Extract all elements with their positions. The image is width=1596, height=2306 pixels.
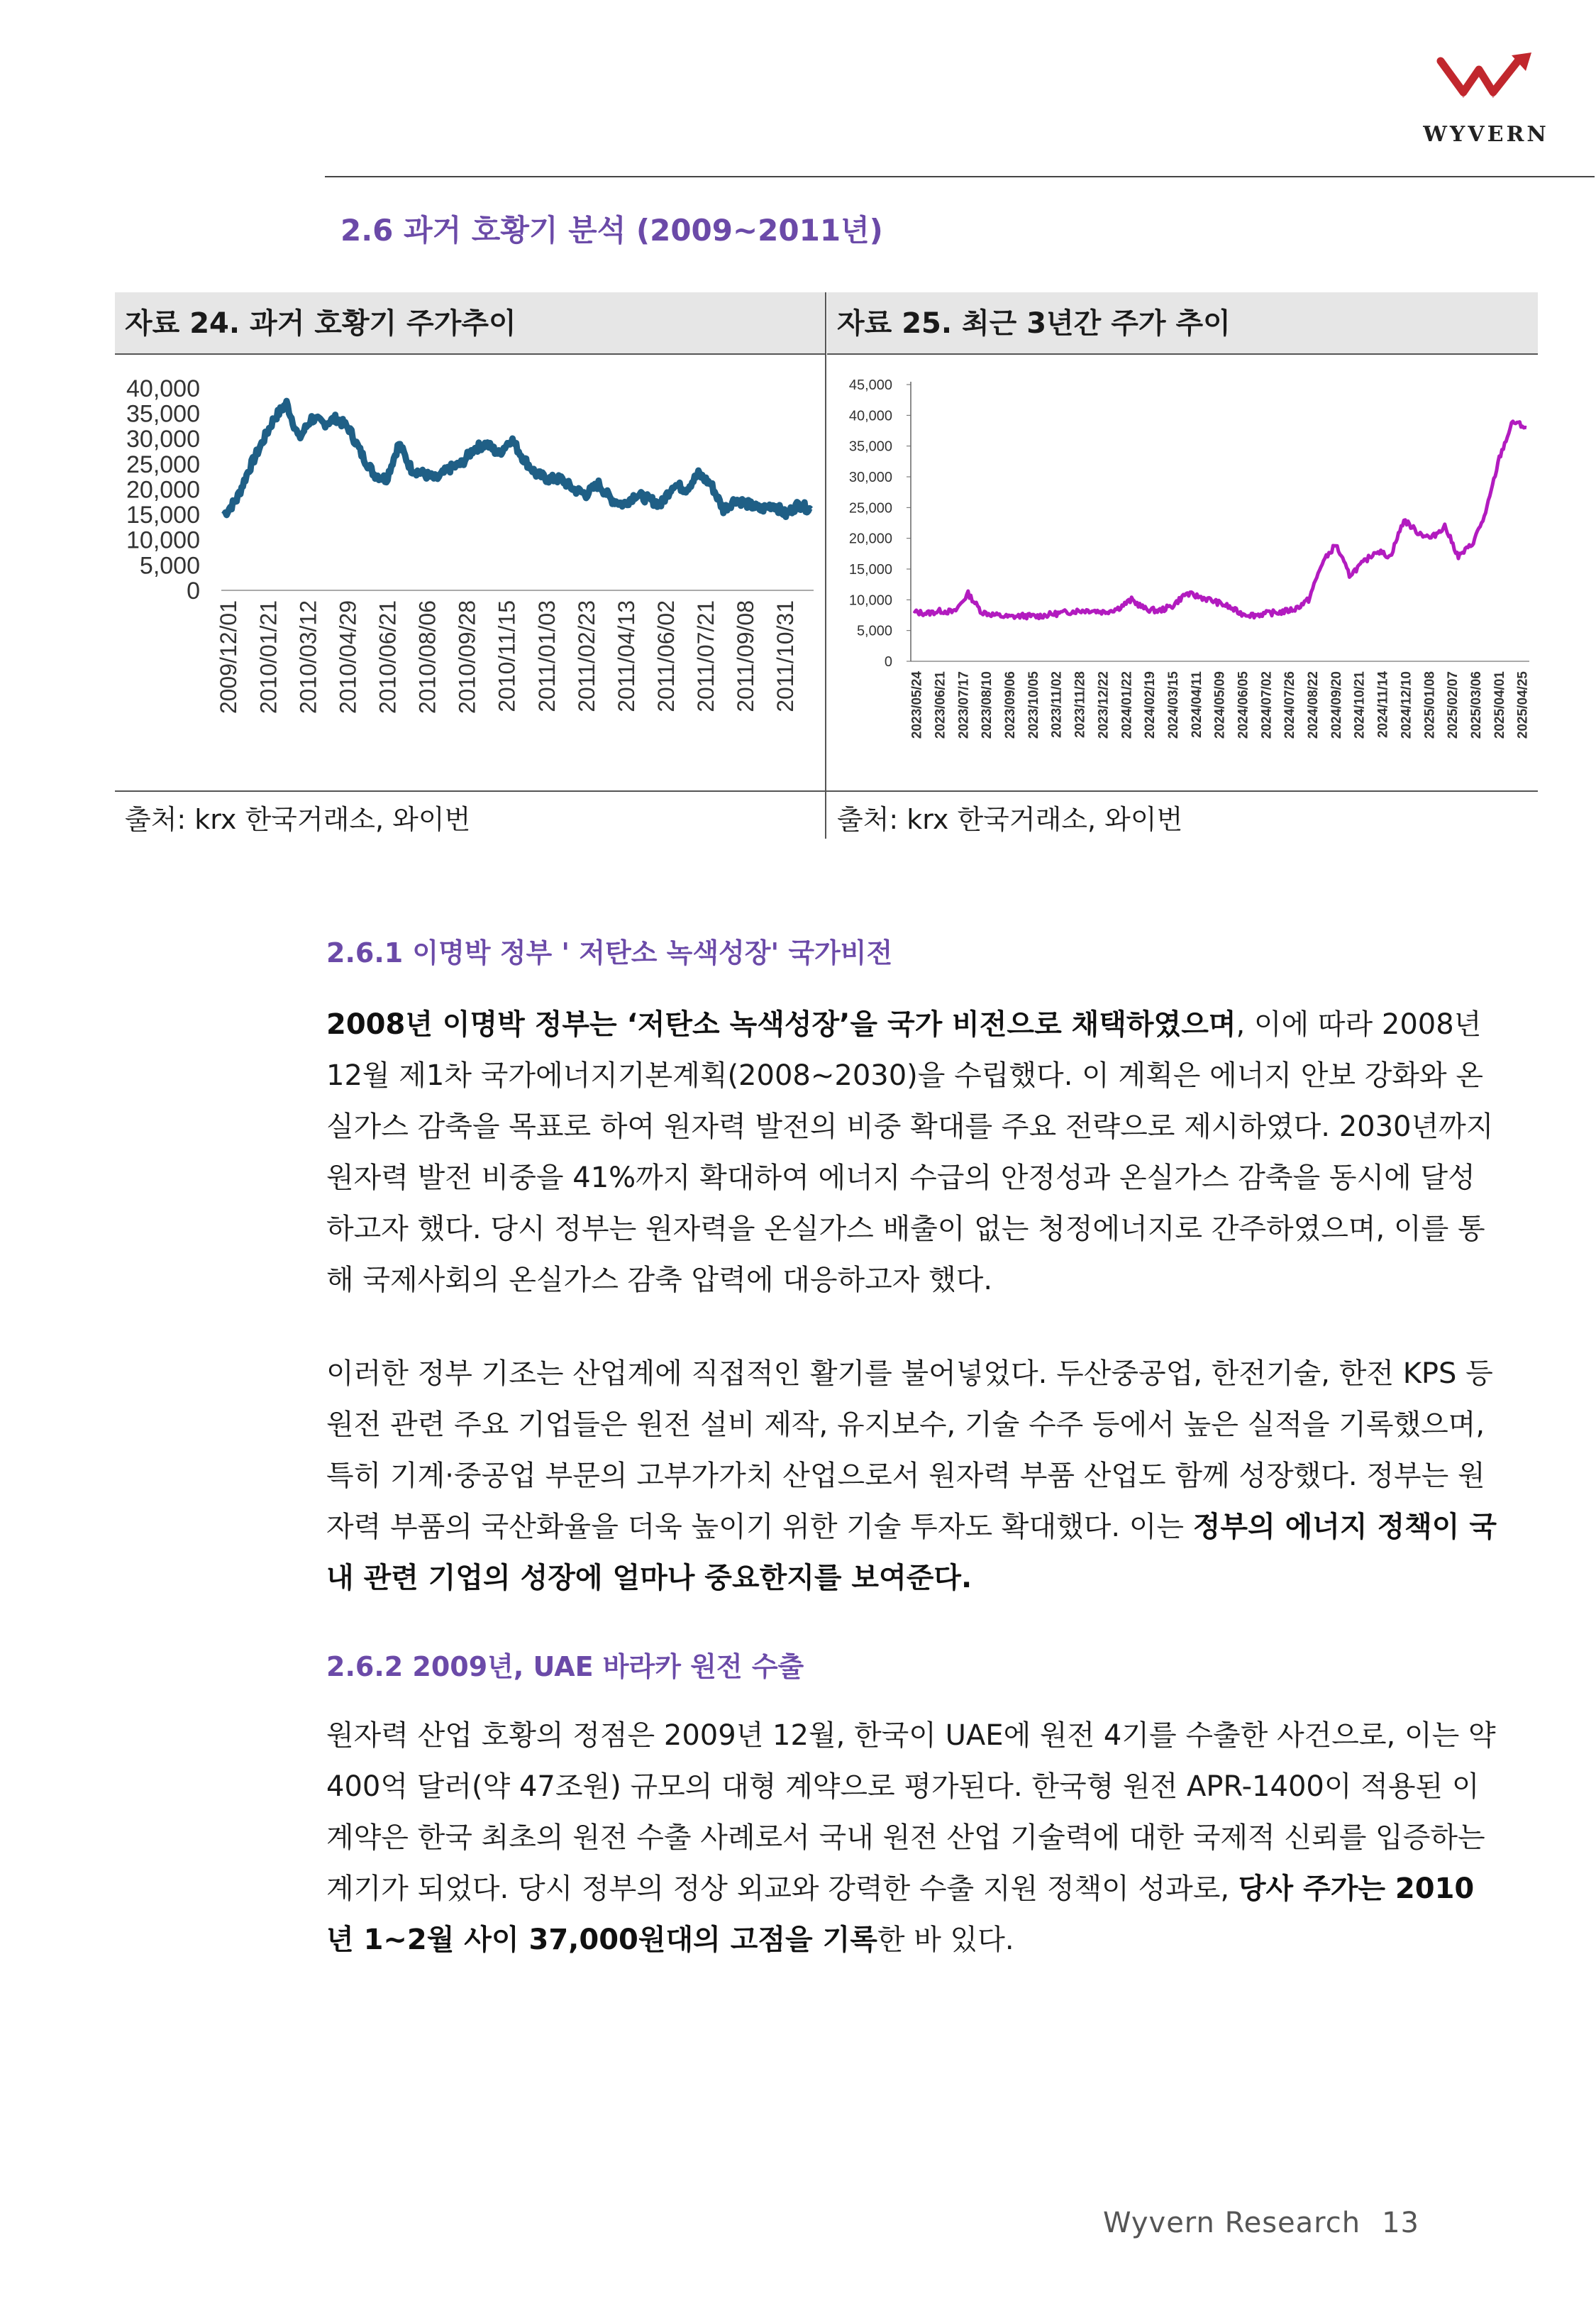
x-tick-label: 2025/01/08 (1422, 671, 1438, 739)
page-number: 13 (1382, 2207, 1419, 2239)
x-tick-label: 2010/11/15 (494, 600, 520, 712)
x-tick-label: 2024/05/09 (1212, 671, 1228, 739)
paragraph-3-bold: 당사 주가는 2010년 1~2월 사이 37,000원대의 고점을 기록 (326, 1872, 1475, 1956)
x-tick-label: 2023/11/02 (1049, 671, 1065, 739)
page-footer (1103, 2207, 1419, 2239)
paragraph-3-text: 원자력 산업 호황의 정점은 2009년 12월, 한국이 UAE에 원전 4기를 수출한 사건으로, 이는 약 400억 달러(약 47조원) 규모의 대형 계약으로 평가된다. 한국형 원전 APR-1400이 적용된 이 계약은 한국 최초의 원전 수출 사례로서 국내 원전 산업 기술력에 대한 국제적 신뢰를 입증하는 계기가 되었다. 당시 정부의 정상 외교와 강력한 수출 지원 정책이 성과로, (326, 1719, 1496, 1905)
x-tick-label: 2024/06/05 (1236, 671, 1251, 739)
y-tick-label: 0 (884, 654, 892, 670)
x-tick-label: 2023/06/21 (933, 671, 948, 739)
figure-bottom-rule (115, 790, 1538, 792)
paragraph-1-text: , 이에 따라 2008년 12월 제1차 국가에너지기본계획(2008~2030)을 수립했다. 이 계획은 에너지 안보 강화와 온실가스 감축을 목표로 하여 원자력 발전의 비중 확대를 주요 전략으로 제시하였다. 2030년까지 원자력 발전 비중을 41%까지 확대하여 에너지 수급의 안정성과 온실가스 감축을 동시에 달성하고자 했다. 당시 정부는 원자력을 온실가스 배출이 없는 청정에너지로 간주하였으며, 이를 통해 국제사회의 온실가스 감축 압력에 대응하고자 했다. (326, 1008, 1494, 1296)
figure-divider (825, 292, 826, 839)
footer-brand: Wyvern Research (1103, 2207, 1361, 2239)
logo-text: WYVERN (1423, 122, 1549, 147)
x-tick-label: 2011/01/03 (533, 600, 560, 712)
y-tick-label: 35,000 (848, 438, 892, 455)
x-tick-label: 2024/07/02 (1259, 671, 1275, 739)
y-tick-label: 20,000 (848, 531, 892, 547)
y-tick-label: 30,000 (848, 470, 892, 485)
y-tick-label: 30,000 (126, 426, 200, 453)
x-tick-label: 2011/06/02 (653, 600, 679, 712)
header-rule (325, 176, 1595, 177)
x-tick-label: 2010/09/28 (454, 600, 480, 715)
x-tick-label: 2024/12/10 (1399, 671, 1414, 739)
y-tick-label: 10,000 (126, 526, 200, 554)
y-tick-label: 15,000 (848, 562, 892, 578)
x-tick-label: 2024/09/20 (1329, 671, 1344, 739)
y-tick-label: 25,000 (848, 500, 892, 517)
x-tick-label: 2010/04/29 (335, 600, 361, 715)
x-tick-label: 2024/02/19 (1143, 671, 1158, 739)
x-tick-label: 2024/04/11 (1189, 671, 1204, 739)
paragraph-2-text: 이러한 정부 기조는 산업계에 직접적인 활기를 불어넣었다. 두산중공업, 한전기술, 한전 KPS 등 원전 관련 주요 기업들은 원전 설비 제작, 유지보수, 기술 수주 등에서 높은 실적을 기록했으며, 특히 기계·중공업 부문의 고부가가치 산업으로서 원자력 부품 산업도 함께 성장했다. 정부는 원자력 부품의 국산화율을 더욱 높이기 위한 기술 투자도 확대했다. 이는 (326, 1357, 1493, 1543)
x-tick-label: 2023/11/28 (1073, 671, 1088, 739)
x-tick-label: 2023/09/06 (1003, 671, 1019, 739)
y-tick-label: 40,000 (848, 408, 892, 424)
y-tick-label: 35,000 (126, 400, 200, 428)
y-tick-label: 25,000 (126, 451, 200, 478)
x-tick-label: 2011/10/31 (772, 600, 799, 712)
x-tick-label: 2024/10/21 (1352, 671, 1368, 739)
x-tick-label: 2025/02/07 (1446, 671, 1461, 739)
y-tick-label: 15,000 (126, 502, 200, 529)
paragraph-3-end: 한 바 있다. (877, 1924, 1014, 1956)
x-tick-label: 2024/07/26 (1282, 671, 1298, 739)
subsection-1-paragraph-1 (326, 999, 1497, 1306)
x-tick-label: 2024/08/22 (1306, 671, 1321, 739)
y-tick-label: 40,000 (126, 375, 200, 402)
x-tick-label: 2009/12/01 (216, 600, 242, 715)
section-title: 2.6 과거 호황기 분석 (2009~2011년) (340, 213, 883, 248)
y-tick-label: 5,000 (139, 552, 200, 580)
y-tick-label: 20,000 (126, 476, 200, 504)
y-tick-label: 0 (187, 577, 200, 605)
paragraph-2-bold: 정부의 에너지 정책이 국내 관련 기업의 성장에 얼마나 중요한지를 보여준다. (326, 1511, 1497, 1594)
x-tick-label: 2025/04/25 (1515, 671, 1531, 739)
wyvern-logo (1415, 48, 1557, 155)
chart-past-boom (115, 356, 824, 789)
subsection-2-paragraph (326, 1710, 1497, 1965)
x-tick-label: 2023/05/24 (909, 671, 925, 739)
x-tick-label: 2010/06/21 (375, 600, 401, 715)
x-tick-label: 2024/01/22 (1119, 671, 1135, 739)
x-tick-label: 2024/03/15 (1165, 671, 1181, 739)
y-tick-label: 5,000 (856, 623, 892, 639)
x-tick-label: 2025/04/01 (1492, 671, 1507, 739)
x-tick-label: 2025/03/06 (1468, 671, 1484, 739)
y-tick-label: 10,000 (848, 592, 892, 609)
figure-24-source: 출처: krx 한국거래소, 와이번 (125, 804, 471, 835)
subsection-1-paragraph-2 (326, 1348, 1497, 1604)
x-tick-label: 2023/07/17 (956, 671, 972, 739)
x-tick-label: 2011/02/23 (573, 600, 599, 712)
x-tick-label: 2023/12/22 (1096, 671, 1112, 739)
price-series-line (224, 401, 811, 517)
figure-24-title: 자료 24. 과거 호황기 주가추이 (115, 292, 826, 355)
x-tick-label: 2010/01/21 (255, 600, 282, 715)
x-tick-label: 2011/04/13 (613, 600, 639, 712)
subsection-title-1: 2.6.1 이명박 정부 ' 저탄소 녹색성장' 국가비전 (326, 937, 893, 969)
figure-25-title: 자료 25. 최근 3년간 주가 추이 (827, 292, 1538, 355)
figure-25-source: 출처: krx 한국거래소, 와이번 (837, 804, 1183, 835)
x-tick-label: 2011/09/08 (733, 600, 759, 712)
y-tick-label: 45,000 (848, 377, 892, 393)
price-series-line (914, 421, 1526, 619)
wyvern-logo-icon (1435, 48, 1541, 112)
x-tick-label: 2011/07/21 (693, 600, 719, 712)
x-tick-label: 2024/11/14 (1375, 671, 1391, 739)
paragraph-1-bold: 2008년 이명박 정부는 ‘저탄소 녹색성장’을 국가 비전으로 채택하였으며 (326, 1008, 1236, 1041)
chart-recent-3y (827, 356, 1536, 789)
x-tick-label: 2023/10/05 (1026, 671, 1041, 739)
x-tick-label: 2010/03/12 (295, 600, 321, 715)
x-tick-label: 2010/08/06 (414, 600, 440, 715)
subsection-title-2: 2.6.2 2009년, UAE 바라카 원전 수출 (326, 1651, 804, 1682)
x-tick-label: 2023/08/10 (980, 671, 995, 739)
